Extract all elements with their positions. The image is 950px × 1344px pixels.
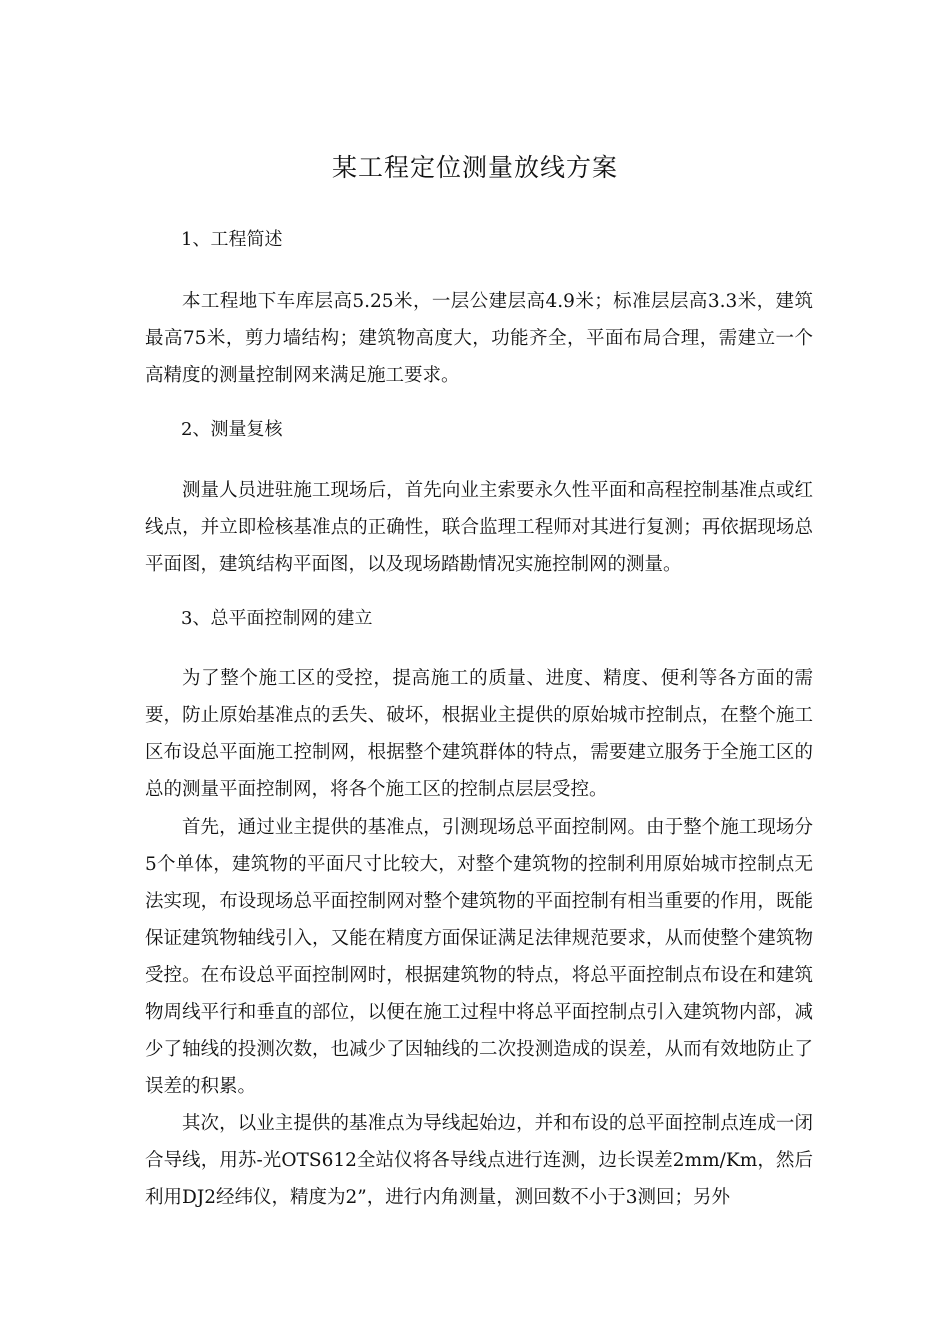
document-title: 某工程定位测量放线方案 [331,153,618,182]
section-heading-1: 1、工程简述 [181,229,283,250]
section-3-paragraph-2: 首先，通过业主提供的基准点，引测现场总平面控制网。由于整个施工现场分5个单体，建筑物的平面尺寸比较大，对整个建筑物的控制利用原始城市控制点无法实现，布设现场总平面控制网对整个建筑物的平面控制有相当重要的作用，既能保证建筑物轴线引入，又能在精度方面保证满足法律规范要求，从而使整个建筑物受控。在布设总平面控制网时，根据建筑物的特点，将总平面控制点布设在和建筑物周线平行和垂直的部位，以便在施工过程中将总平面控制点引入建筑物内部，减少了轴线的投测次数，也减少了因轴线的二次投测造成的误差，从而有效地防止了误差的积累。 [145,817,813,1097]
section-2-paragraph-1: 测量人员进驻施工现场后，首先向业主索要永久性平面和高程控制基准点或红线点，并立即检核基准点的正确性，联合监理工程师对其进行复测；再依据现场总平面图，建筑结构平面图，以及现场踏勘情况实施控制网的测量。 [145,480,813,575]
section-1-paragraph-1: 本工程地下车库层高5.25米，一层公建层高4.9米；标准层层高3.3米，建筑最高75米，剪力墙结构；建筑物高度大，功能齐全，平面布局合理，需建立一个高精度的测量控制网来满足施工要求。 [145,291,813,386]
section-heading-3: 3、总平面控制网的建立 [181,608,373,629]
section-heading-2: 2、测量复核 [181,419,283,440]
section-3-paragraph-1: 为了整个施工区的受控，提高施工的质量、进度、精度、便利等各方面的需要，防止原始基准点的丢失、破坏，根据业主提供的原始城市控制点，在整个施工区布设总平面施工控制网，根据整个建筑群体的特点，需要建立服务于全施工区的总的测量平面控制网，将各个施工区的控制点层层受控。 [145,668,813,800]
section-3-paragraph-3: 其次，以业主提供的基准点为导线起始边，并和布设的总平面控制点连成一闭合导线，用苏-光OTS612全站仪将各导线点进行连测，边长误差2mm/Km，然后利用DJ2经纬仪，精度为2”，进行内角测量，测回数不小于3测回；另外 [145,1113,813,1208]
